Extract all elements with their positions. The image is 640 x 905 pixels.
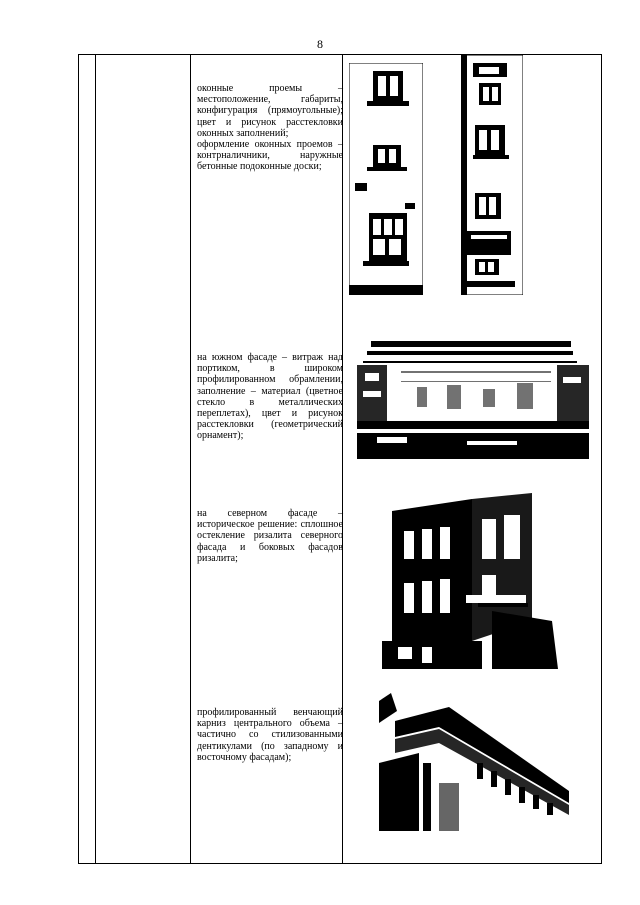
row-3-para-1: на северном фасаде – историческое решение: сплошное остекление ризалита северного фасада и боковых фасадов ризалита; [197, 508, 343, 564]
column-divider [95, 55, 96, 863]
row-3-description [197, 508, 343, 564]
photo-stained-glass [357, 337, 589, 459]
row-4-para-1: профилированный венчающий карниз центрального объема – частично со стилизованными дентикулами (по западному и восточному фасадам); [197, 707, 343, 763]
photo-north-facade [382, 491, 562, 669]
photo-windows-right [461, 55, 523, 295]
row-1-para-2: оформление оконных проемов – контрналичники, наружные бетонные подоконные доски; [197, 139, 343, 173]
photo-cornice [379, 693, 569, 831]
photo-windows-left [349, 63, 423, 295]
row-4-description [197, 707, 343, 763]
row-1-description [197, 83, 343, 173]
column-divider [190, 55, 191, 863]
page-number: 8 [317, 37, 323, 51]
heritage-table [78, 54, 602, 864]
row-2-description [197, 352, 343, 442]
row-1-para-1: оконные проемы – местоположение, габариты, конфигурация (прямоугольные); цвет и рисунок расстекловки оконных заполнений; [197, 83, 343, 139]
row-2-para-1: на южном фасаде – витраж над портиком, в широком профилированном обрамлении, заполнение – материал (цветное стекло в металлических переплетах), цвет и рисунок расстекловки (геометрический орнамент); [197, 352, 343, 442]
